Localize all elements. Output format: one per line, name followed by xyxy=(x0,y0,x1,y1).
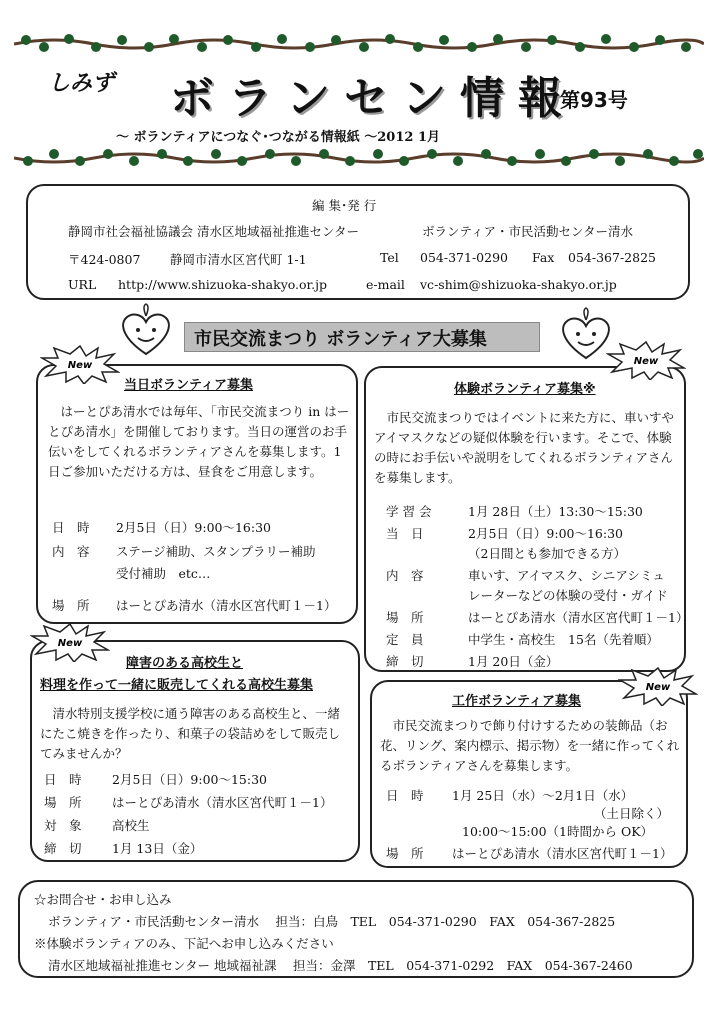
publisher-tel-label: Tel xyxy=(380,250,399,265)
day-volunteer-label: 日 時 xyxy=(52,520,90,535)
experience-volunteer-value: 1月 28日（土）13:30～15:30 xyxy=(468,504,643,519)
craft-value: はーとぴあ清水（清水区宮代町１－1） xyxy=(452,846,673,861)
contact-line-4: 清水区地域福祉推進センター 地域福祉課 担当：金澤 TEL 054-371-0292 FAX 054-367-2460 xyxy=(48,958,633,973)
header-shimizu: しみず xyxy=(48,71,115,96)
new-badge-label: New xyxy=(57,638,83,649)
day-volunteer-body: はーとぴあ清水では毎年、「市民交流まつり in はーとぴあ清水」を開催しております。当日の運営のお手伝いをしてくれるボランティアさんを募集します。1日ご参加いただける方は、昼食をご用意します。 xyxy=(48,404,350,479)
publisher-address: 静岡市清水区宮代町 1-1 xyxy=(170,252,307,267)
page-subtitle: ～ ボランティアにつなぐ･つながる情報紙 ～2012 1月 xyxy=(116,130,441,145)
craft-value: 10:00～15:00（1時間から OK） xyxy=(462,824,654,839)
contact-line-2: ボランティア・市民活動センター清水 担当：白鳥 TEL 054-371-0290 FAX 054-367-2825 xyxy=(48,914,616,929)
students-label: 日 時 xyxy=(44,772,82,787)
day-volunteer-label: 内 容 xyxy=(52,544,90,559)
page-title: ボランセン情報 xyxy=(170,73,576,124)
experience-volunteer-value: レーターなどの体験の受付・ガイド xyxy=(468,588,668,603)
experience-volunteer-value: 中学生・高校生 15名（先着順） xyxy=(468,632,659,647)
publisher-org1: 静岡市社会福祉協議会 清水区地域福祉推進センター xyxy=(68,224,359,239)
craft-body: 市民交流まつりで飾り付けするための装飾品（お花、リング、案内標示、掲示物）を一緒に作ってくれるボランティアさんを募集します。 xyxy=(380,718,680,773)
experience-volunteer-label: 場 所 xyxy=(386,610,424,625)
new-badge-icon xyxy=(606,340,686,380)
publisher-url-label: URL xyxy=(68,277,97,292)
publisher-url[interactable]: http://www.shizuoka-shakyo.or.jp xyxy=(118,277,328,292)
day-volunteer-value: ステージ補助、スタンプラリー補助 xyxy=(116,544,316,559)
craft-value: （土日除く） xyxy=(594,806,670,821)
day-volunteer-heading: 当日ボランティア募集 xyxy=(124,378,253,393)
experience-volunteer-value: （2日間とも参加できる方） xyxy=(468,546,626,561)
experience-volunteer-value: 2月5日（日）9:00～16:30 xyxy=(468,526,623,541)
day-volunteer-value: はーとぴあ清水（清水区宮代町１－1） xyxy=(116,598,337,613)
publisher-postal: 〒424-0807 xyxy=(68,252,141,267)
craft-label: 日 時 xyxy=(386,788,424,803)
day-volunteer-value: 受付補助 etc… xyxy=(116,566,211,581)
heart-mascot-left-icon xyxy=(116,302,176,362)
students-heading-2: 料理を作って一緒に販売してくれる高校生募集 xyxy=(40,678,314,693)
experience-volunteer-value: 車いす、アイマスク、シニアシミュ xyxy=(468,568,665,583)
new-badge-icon xyxy=(40,344,120,384)
new-badge-label: New xyxy=(633,356,659,367)
contact-line-3: ※体験ボランティアのみ、下記へお申し込みください xyxy=(34,936,334,951)
experience-volunteer-body: 市民交流まつりではイベントに来た方に、車いすやアイマスクなどの疑似体験を行います。そこで、体験の時にお手伝いや説明をしてくれるボランティアさんを募集します。 xyxy=(374,410,675,485)
vine-border-top xyxy=(14,32,704,56)
experience-volunteer-label: 当 日 xyxy=(386,526,424,541)
students-heading-1: 障害のある高校生と xyxy=(126,656,244,671)
students-value: はーとぴあ清水（清水区宮代町１－1） xyxy=(112,795,333,810)
students-body: 清水特別支援学校に通う障害のある高校生と、一緒にたこ焼きを作ったり、和菓子の袋詰めをして販売してみませんか？ xyxy=(40,706,341,761)
banner-title: 市民交流まつり ボランティア大募集 xyxy=(194,329,487,350)
students-label: 対 象 xyxy=(44,818,82,833)
new-badge-label: New xyxy=(67,360,93,371)
students-label: 場 所 xyxy=(44,795,82,810)
experience-volunteer-value: はーとぴあ清水（清水区宮代町１－1） xyxy=(468,610,689,625)
publisher-fax: 054-367-2825 xyxy=(568,250,656,265)
publisher-tel: 054-371-0290 xyxy=(420,250,508,265)
experience-volunteer-label: 定 員 xyxy=(386,632,424,647)
craft-value: 1月 25日（水）～2月1日（水） xyxy=(452,788,634,803)
new-badge-icon xyxy=(618,666,698,706)
students-label: 締 切 xyxy=(44,841,82,856)
new-badge-icon xyxy=(30,622,110,662)
experience-volunteer-value: 1月 20日（金） xyxy=(468,654,559,669)
publisher-heading: 編 集･発 行 xyxy=(312,198,377,213)
day-volunteer-label: 場 所 xyxy=(52,598,90,613)
contact-line-1: ☆お問合せ・お申し込み xyxy=(34,892,172,907)
experience-volunteer-label: 学 習 会 xyxy=(386,504,432,519)
publisher-email[interactable]: vc-shim@shizuoka-shakyo.or.jp xyxy=(420,277,617,292)
experience-volunteer-label: 締 切 xyxy=(386,654,424,669)
publisher-fax-label: Fax xyxy=(532,250,555,265)
publisher-org2: ボランティア・市民活動センター清水 xyxy=(422,224,634,239)
vine-border-bottom xyxy=(14,146,704,170)
new-badge-label: New xyxy=(645,682,671,693)
craft-heading: 工作ボランティア募集 xyxy=(452,694,581,709)
experience-volunteer-heading: 体験ボランティア募集※ xyxy=(454,382,596,397)
issue-number: 第93号 xyxy=(560,88,628,112)
craft-label: 場 所 xyxy=(386,846,424,861)
experience-volunteer-label: 内 容 xyxy=(386,568,424,583)
students-value: 2月5日（日）9:00～15:30 xyxy=(112,772,267,787)
students-value: 1月 13日（金） xyxy=(112,841,203,856)
publisher-email-label: e-mail xyxy=(366,277,405,292)
students-value: 高校生 xyxy=(112,818,150,833)
day-volunteer-value: 2月5日（日）9:00～16:30 xyxy=(116,520,271,535)
